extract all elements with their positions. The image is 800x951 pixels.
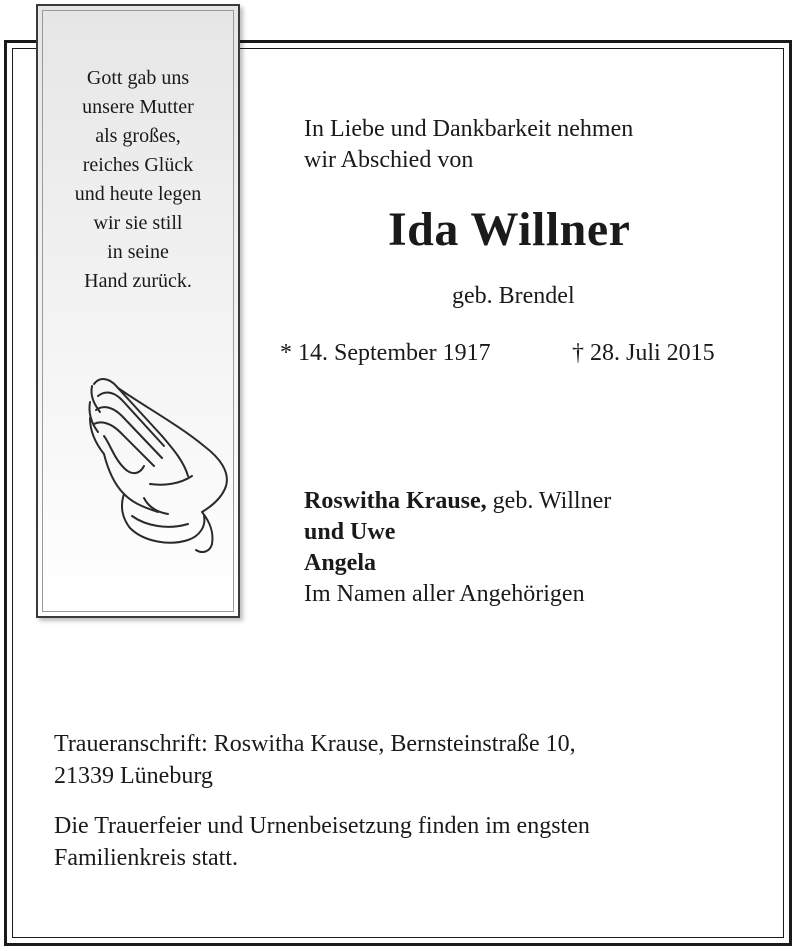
ceremony-note — [54, 810, 590, 874]
praying-hands-icon — [84, 366, 234, 556]
ceremony-line: Die Trauerfeier und Urnenbeisetzung finden im engsten — [54, 813, 590, 839]
family-line-2: und Uwe — [304, 519, 396, 545]
verse-text — [38, 64, 238, 296]
family-primary-maiden: geb. Willner — [486, 488, 612, 514]
verse-line: Gott gab uns — [86, 67, 190, 89]
address-line: Traueranschrift: Roswitha Krause, Bernsteinstraße 10, — [54, 731, 576, 757]
verse-line: Hand zurück. — [84, 270, 192, 292]
verse-line: wir sie still — [93, 212, 183, 234]
intro-text — [304, 114, 633, 176]
verse-line: unsere Mutter — [82, 96, 194, 118]
address-line: 21339 Lüneburg — [54, 763, 213, 789]
deceased-name: Ida Willner — [388, 203, 631, 256]
ceremony-line: Familienkreis statt. — [54, 845, 238, 871]
maiden-name: geb. Brendel — [452, 283, 575, 309]
verse-line: reiches Glück — [82, 154, 194, 176]
death-date: † 28. Juli 2015 — [572, 340, 715, 366]
verse-line: in seine — [107, 241, 169, 263]
intro-line: In Liebe und Dankbarkeit nehmen — [304, 116, 634, 142]
intro-line: wir Abschied von — [304, 147, 474, 173]
verse-line: und heute legen — [74, 183, 202, 205]
mourning-address — [54, 728, 576, 792]
family-primary-name: Roswitha Krause, — [304, 488, 487, 514]
family-line-4: Im Namen aller Angehörigen — [304, 581, 585, 607]
family-line-1 — [304, 486, 611, 517]
family-signatories — [304, 486, 611, 610]
family-line-3: Angela — [304, 550, 376, 576]
verse-line: als großes, — [95, 125, 181, 147]
verse-bookmark — [36, 4, 240, 618]
birth-date: * 14. September 1917 — [280, 340, 491, 366]
